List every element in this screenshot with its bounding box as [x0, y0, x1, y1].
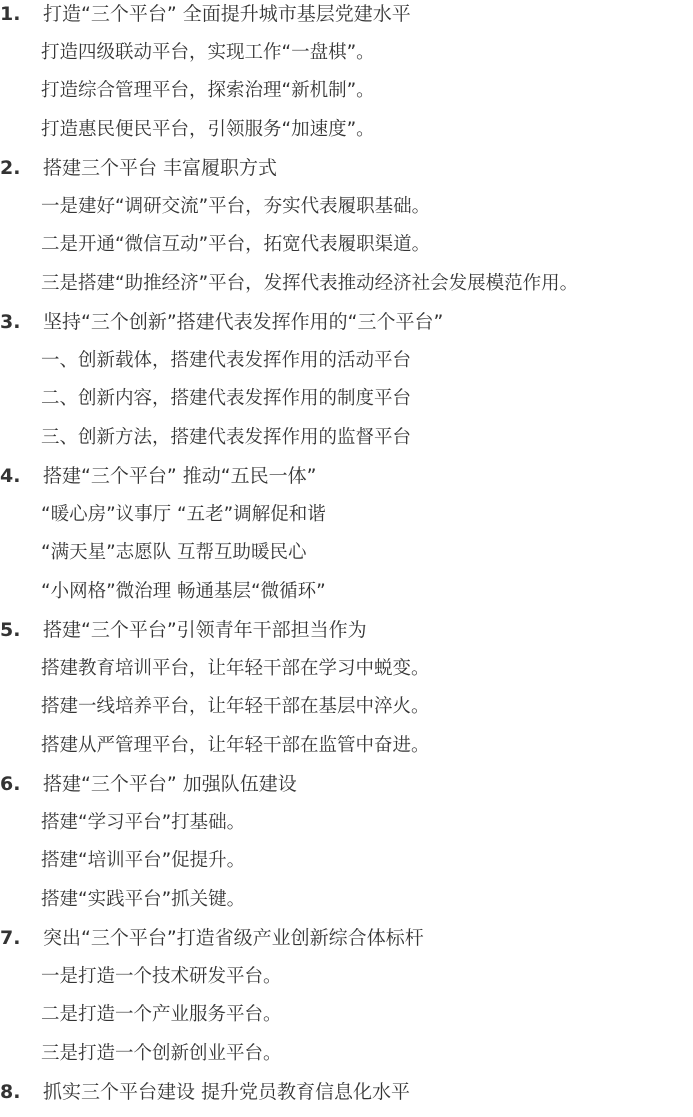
section-heading — [0, 1078, 693, 1117]
section-heading-text: 抓实三个平台建设 提升党员教育信息化水平 — [43, 1081, 411, 1103]
list-section — [0, 1078, 693, 1117]
list-item: 一是打造一个技术研发平台。 — [41, 965, 282, 987]
list-item: 打造综合管理平台，探索治理“新机制”。 — [41, 80, 375, 101]
list-item: 搭建教育培训平台，让年轻干部在学习中蜕变。 — [41, 657, 430, 679]
list-item: 一是建好“调研交流”平台，夯实代表履职基础。 — [41, 195, 431, 217]
list-item: 二是开通“微信互动”平台，拓宽代表履职渠道。 — [41, 234, 431, 255]
section-heading — [0, 616, 693, 655]
list-item: 三是搭建“助推经济”平台，发挥代表推动经济社会发展模范作用。 — [41, 272, 579, 294]
list-item: 搭建一线培养平台，让年轻干部在基层中淬火。 — [41, 696, 430, 717]
section-heading — [0, 0, 693, 39]
list-section — [0, 770, 693, 924]
section-heading — [0, 308, 693, 347]
list-section — [0, 616, 693, 770]
list-item: 搭建“学习平台”打基础。 — [41, 811, 246, 833]
list-item: 打造惠民便民平台，引领服务“加速度”。 — [41, 118, 375, 140]
list-item: 搭建从严管理平台，让年轻干部在监管中奋进。 — [41, 734, 430, 756]
section-number: 5. — [0, 619, 21, 641]
list-section — [0, 462, 693, 616]
list-section — [0, 308, 693, 462]
list-item: 搭建“培训平台”促提升。 — [41, 850, 246, 871]
list-item: 二、创新内容，搭建代表发挥作用的制度平台 — [41, 388, 412, 409]
section-number: 8. — [0, 1081, 21, 1103]
section-number: 1. — [0, 3, 21, 25]
list-item: 三是打造一个创新创业平台。 — [41, 1042, 282, 1064]
section-heading — [0, 924, 693, 963]
section-heading-text: 搭建三个平台 丰富履职方式 — [43, 157, 278, 179]
section-number: 2. — [0, 157, 21, 179]
section-heading-text: 打造“三个平台” 全面提升城市基层党建水平 — [43, 3, 411, 25]
section-heading-text: 搭建“三个平台” 推动“五民一体” — [43, 465, 317, 487]
list-item: “满天星”志愿队 互帮互助暖民心 — [41, 542, 307, 563]
section-number: 6. — [0, 773, 21, 795]
list-item: 打造四级联动平台，实现工作“一盘棋”。 — [41, 41, 375, 63]
section-heading — [0, 770, 693, 809]
section-heading — [0, 154, 693, 193]
list-section — [0, 924, 693, 1078]
section-number: 4. — [0, 465, 21, 487]
list-section — [0, 0, 693, 154]
section-heading-text: 搭建“三个平台” 加强队伍建设 — [43, 773, 297, 795]
list-item: 搭建“实践平台”抓关键。 — [41, 888, 246, 910]
list-item: 一、创新载体，搭建代表发挥作用的活动平台 — [41, 349, 412, 371]
list-item: 二是打造一个产业服务平台。 — [41, 1004, 282, 1025]
section-number: 3. — [0, 311, 21, 333]
list-item: 三、创新方法，搭建代表发挥作用的监督平台 — [41, 426, 412, 448]
list-section — [0, 154, 693, 308]
list-item: “小网格”微治理 畅通基层“微循环” — [41, 580, 326, 602]
section-number: 7. — [0, 927, 21, 949]
section-heading-text: 搭建“三个平台”引领青年干部担当作为 — [43, 619, 367, 641]
section-heading-text: 突出“三个平台”打造省级产业创新综合体标杆 — [43, 927, 424, 949]
section-heading-text: 坚持“三个创新”搭建代表发挥作用的“三个平台” — [43, 311, 444, 333]
section-heading — [0, 462, 693, 501]
list-item: “暖心房”议事厅 “五老”调解促和谐 — [41, 503, 326, 525]
